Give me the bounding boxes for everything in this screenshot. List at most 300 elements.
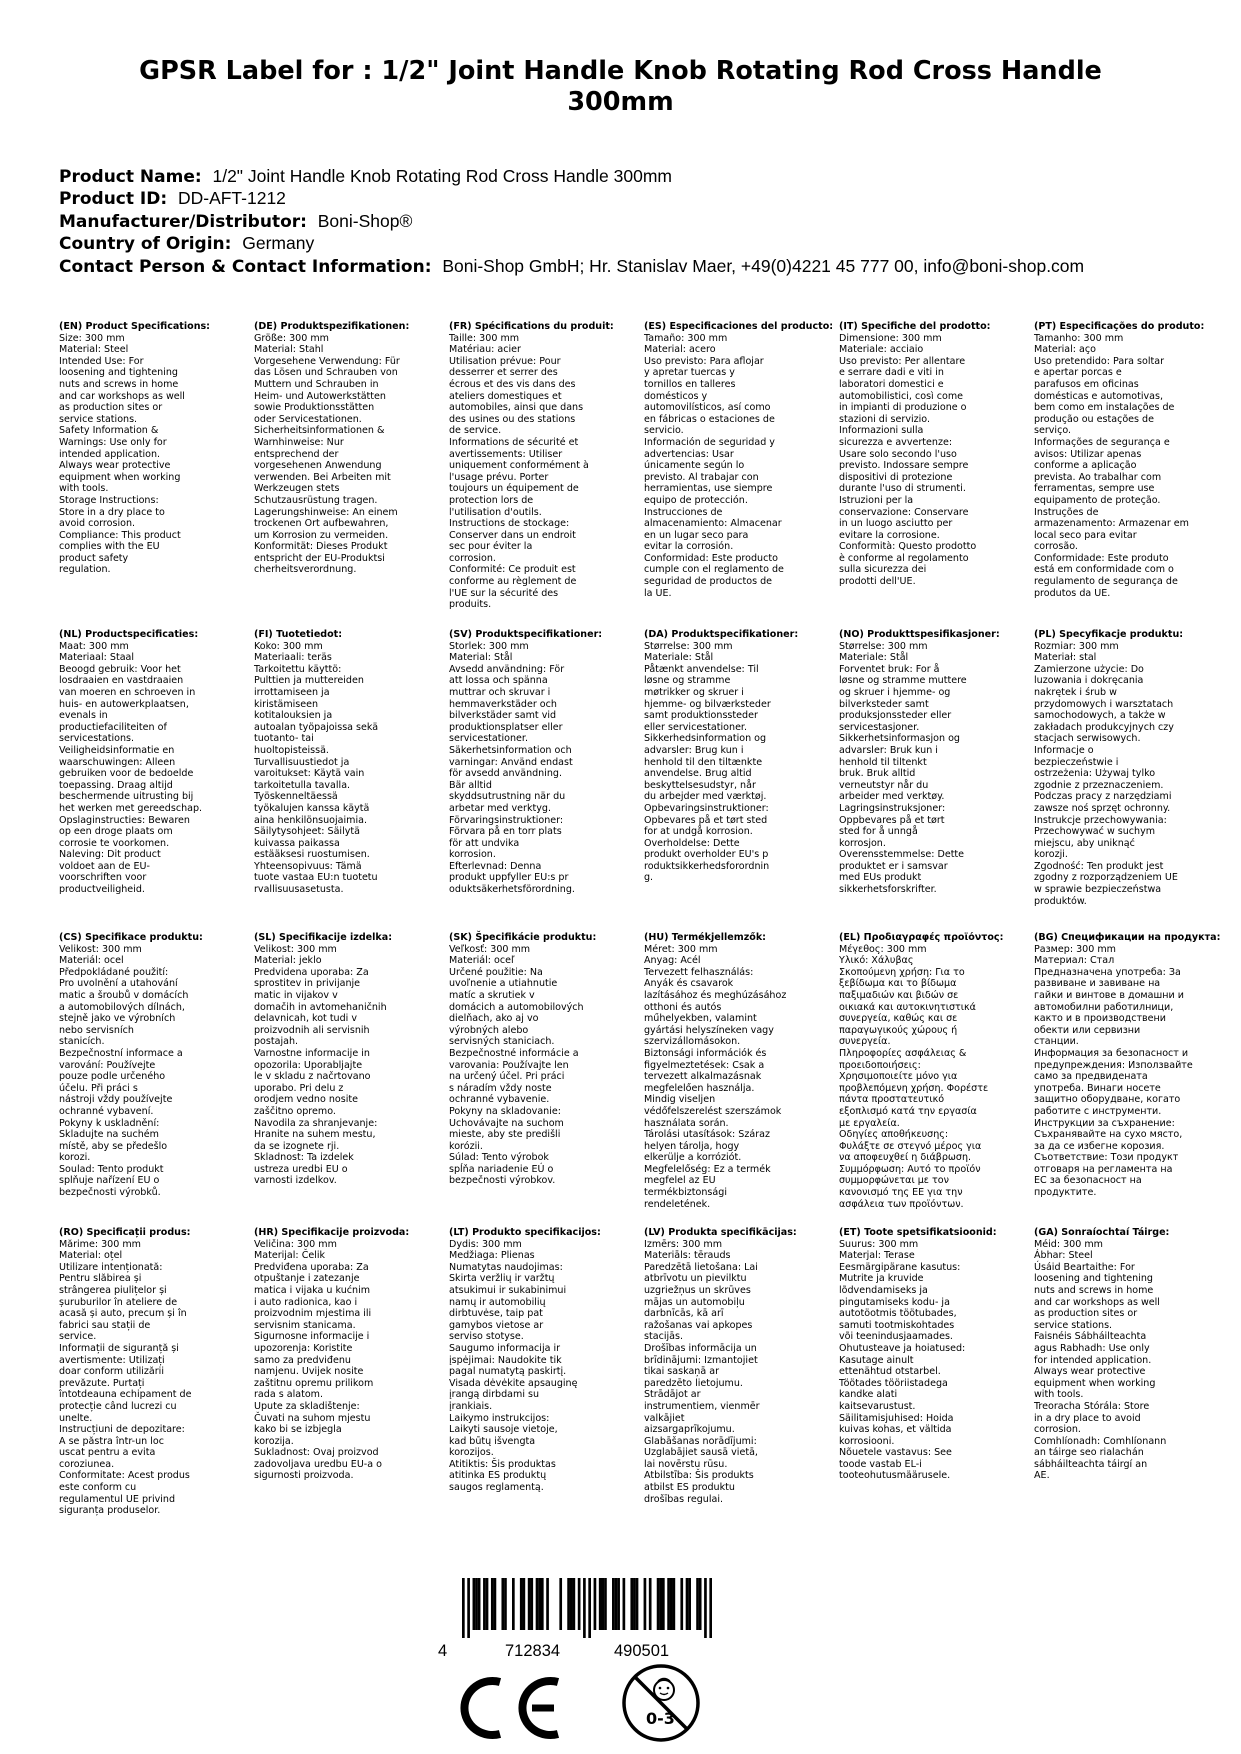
spec-line: spĺňa nariadenie EÚ o bbox=[449, 1163, 554, 1175]
spec-line: advarsler: Bruk kun i bbox=[839, 744, 938, 756]
barcode-bar bbox=[667, 1578, 670, 1630]
spec-line: Skladujte na suchém bbox=[59, 1129, 159, 1141]
spec-line: a automobilových dílnách, bbox=[59, 1001, 185, 1013]
spec-line: Heim- und Autowerkstätten bbox=[254, 390, 386, 402]
product-name-row bbox=[59, 166, 1209, 188]
spec-line: avertismente: Utilizați bbox=[59, 1354, 165, 1366]
spec-line: Bezpečnostní informace a bbox=[59, 1047, 183, 1059]
spec-line: συνεργεία. bbox=[839, 1036, 891, 1048]
spec-line: mieste, aby ste predišli bbox=[449, 1129, 561, 1141]
spec-line: Tervezett felhasználás: bbox=[644, 966, 754, 978]
spec-line: la UE. bbox=[644, 587, 672, 599]
spec-line: rada s alatom. bbox=[254, 1389, 324, 1401]
spec-heading: (IT) Specifiche del prodotto: bbox=[839, 321, 991, 332]
spec-line: Materiale: acciaio bbox=[839, 344, 924, 356]
spec-line: Sicherheitsinformationen & bbox=[254, 425, 385, 437]
spec-line: het werken met gereedschap. bbox=[59, 802, 203, 814]
spec-line: συνεργεία, καθώς και σε bbox=[839, 1013, 958, 1025]
age-warning-icon bbox=[620, 1662, 702, 1744]
spec-line: kad būtų išvengta bbox=[449, 1435, 536, 1447]
spec-line: οικιακά και αυτοκινητιστικά bbox=[839, 1001, 976, 1013]
spec-line: tarkoitetulla tavalla. bbox=[254, 779, 351, 791]
spec-line: Veiligheidsinformatie en bbox=[59, 744, 175, 756]
spec-line: corrosie te voorkomen. bbox=[59, 837, 170, 849]
spec-line: nuts and screws in home bbox=[59, 378, 179, 390]
spec-line: Matériau: acier bbox=[449, 344, 521, 356]
spec-line: megfelelően használja. bbox=[644, 1082, 755, 1094]
spec-line: Πληροφορίες ασφάλειας & bbox=[839, 1047, 967, 1059]
spec-block-lv bbox=[644, 1227, 826, 1505]
spec-line: εξοπλισμό κατά την εργασία bbox=[839, 1105, 977, 1117]
spec-line: развиване и завиване на bbox=[1034, 978, 1161, 990]
spec-line: употреба. Винаги носете bbox=[1034, 1082, 1161, 1094]
spec-line: avisos: Utilizar apenas bbox=[1034, 448, 1142, 460]
barcode-bar bbox=[559, 1578, 562, 1630]
spec-line: Materiál: ocel bbox=[59, 955, 124, 967]
spec-line: Material: aço bbox=[1034, 344, 1096, 356]
spec-line: Materiál: oceľ bbox=[449, 955, 515, 967]
spec-line: le v skladu z načrtovano bbox=[254, 1071, 371, 1083]
spec-line: Medžiaga: Plienas bbox=[449, 1250, 535, 1262]
spec-line: bezpečnosti výrobků. bbox=[59, 1187, 161, 1199]
spec-line: Conformité: Ce produit est bbox=[449, 564, 576, 576]
spec-heading: (SL) Specifikacije izdelka: bbox=[254, 932, 393, 943]
spec-line: lõdvendamiseks ja bbox=[839, 1284, 928, 1296]
spec-line: Utilisation prévue: Pour bbox=[449, 355, 561, 367]
spec-line: Mărime: 300 mm bbox=[59, 1238, 141, 1250]
spec-line: ražošanas vai apkopes bbox=[644, 1319, 753, 1331]
spec-line: kuivassa paikassa bbox=[254, 837, 340, 849]
spec-line: produtos da UE. bbox=[1034, 587, 1111, 599]
spec-line: prevăzute. Purtați bbox=[59, 1377, 145, 1389]
spec-line: entsprechend der bbox=[254, 448, 339, 460]
spec-line: g. bbox=[644, 872, 654, 884]
spec-line: loosening and tightening bbox=[59, 367, 178, 379]
barcode-bar bbox=[520, 1578, 523, 1630]
spec-line: sikkerhetsforskrifter. bbox=[839, 884, 937, 896]
spec-line: otpuštanje i zatezanje bbox=[254, 1273, 360, 1285]
spec-line: upozorenja: Koristite bbox=[254, 1342, 353, 1354]
spec-line: eller servicestationer. bbox=[644, 721, 748, 733]
barcode-bar bbox=[699, 1578, 702, 1630]
spec-line: valkājiet bbox=[644, 1412, 685, 1424]
spec-line: Χρησιμοποιείτε μόνο για bbox=[839, 1071, 958, 1083]
spec-line: está em conformidade com o bbox=[1034, 564, 1174, 576]
spec-block-sk bbox=[449, 932, 631, 1187]
spec-line: in impianti di produzione o bbox=[839, 402, 967, 414]
spec-line: losdraaien en vastdraaien bbox=[59, 675, 184, 687]
spec-line: s náradím vždy noste bbox=[449, 1082, 552, 1094]
spec-line: durante l'uso di strumenti. bbox=[839, 483, 966, 495]
spec-heading: (LT) Produkto specifikacijos: bbox=[449, 1227, 601, 1238]
spec-line: AE. bbox=[1034, 1470, 1050, 1482]
spec-line: de service. bbox=[449, 425, 502, 437]
spec-line: Informacje o bbox=[1034, 744, 1094, 756]
spec-line: lai novērstu rūsu. bbox=[644, 1458, 728, 1470]
spec-line: продуктите. bbox=[1034, 1187, 1097, 1199]
spec-line: Velikost: 300 mm bbox=[59, 943, 142, 955]
spec-line: produktów. bbox=[1034, 895, 1087, 907]
spec-line: Información de seguridad y bbox=[644, 436, 775, 448]
spec-line: coroziunea. bbox=[59, 1458, 115, 1470]
spec-line: huoltopisteissä. bbox=[254, 744, 329, 756]
spec-line: Tarkoitettu käyttö: bbox=[254, 663, 342, 675]
spec-line: Suurus: 300 mm bbox=[839, 1238, 919, 1250]
ce-mark-icon bbox=[448, 1674, 568, 1742]
spec-line: Veličina: 300 mm bbox=[254, 1238, 337, 1250]
spec-line: i auto radionica, kao i bbox=[254, 1296, 358, 1308]
spec-line: w sprawie bezpieczeństwa bbox=[1034, 884, 1162, 896]
spec-line: servisných staniciach. bbox=[449, 1036, 555, 1048]
barcode-bar bbox=[528, 1578, 531, 1630]
spec-line: Rozmiar: 300 mm bbox=[1034, 640, 1119, 652]
spec-line: Schutzausrüstung tragen. bbox=[254, 494, 378, 506]
spec-line: Overholdelse: Dette bbox=[644, 837, 740, 849]
spec-line: įrankiais. bbox=[449, 1400, 493, 1412]
spec-line: irrottamiseen ja bbox=[254, 686, 330, 698]
spec-line: equipamento de proteção. bbox=[1034, 494, 1161, 506]
spec-line: brīdinājumi: Izmantojiet bbox=[644, 1354, 758, 1366]
spec-line: Podczas pracy z narzędziami bbox=[1034, 791, 1172, 803]
spec-line: equipo de protección. bbox=[644, 494, 748, 506]
spec-line: само за предвидената bbox=[1034, 1071, 1148, 1083]
spec-line: paredzēto lietojumu. bbox=[644, 1377, 743, 1389]
spec-line: Pokyny k uskladnění: bbox=[59, 1117, 160, 1129]
spec-line: Méid: 300 mm bbox=[1034, 1238, 1103, 1250]
spec-line: miejscu, aby uniknąć bbox=[1034, 837, 1135, 849]
spec-line: Méret: 300 mm bbox=[644, 943, 718, 955]
spec-line: pingutamiseks kodu- ja bbox=[839, 1296, 950, 1308]
spec-line: Material: oțel bbox=[59, 1250, 123, 1262]
spec-line: Opslaginstructies: Bewaren bbox=[59, 814, 190, 826]
spec-line: autotöotmis töötubades, bbox=[839, 1308, 957, 1320]
spec-line: conforme a aplicação bbox=[1034, 460, 1137, 472]
spec-line: Material: Stål bbox=[449, 652, 513, 664]
spec-line: Predviđena uporaba: Za bbox=[254, 1261, 369, 1273]
spec-line: gamybos vietose ar bbox=[449, 1319, 544, 1331]
spec-line: Μέγεθος: 300 mm bbox=[839, 943, 927, 955]
spec-line: výrobných alebo bbox=[449, 1024, 529, 1036]
spec-heading: (NL) Productspecificaties: bbox=[59, 629, 199, 640]
barcode-bar bbox=[673, 1578, 676, 1630]
spec-line: Avsedd användning: För bbox=[449, 663, 565, 675]
spec-line: Förvaringsinstruktioner: bbox=[449, 814, 564, 826]
spec-line: Informazioni sulla bbox=[839, 425, 924, 437]
barcode-bar bbox=[704, 1578, 707, 1638]
spec-line: ЕС за безопасност на bbox=[1034, 1175, 1142, 1187]
spec-block-es bbox=[644, 321, 834, 599]
spec-line: Compliance: This product bbox=[59, 529, 181, 541]
spec-line: kuivas kohas, et vältida bbox=[839, 1424, 952, 1436]
spec-heading: (ES) Especificaciones del producto: bbox=[644, 321, 834, 332]
spec-line: en fábricas o estaciones de bbox=[644, 413, 775, 425]
spec-line: συμμορφώνεται με τον bbox=[839, 1175, 949, 1187]
spec-line: Treoracha Stórála: Store bbox=[1034, 1400, 1150, 1412]
spec-line: gebruiken voor de bedoelde bbox=[59, 768, 194, 780]
spec-line: Taille: 300 mm bbox=[449, 332, 520, 344]
spec-line: produktionsplatser eller bbox=[449, 721, 563, 733]
spec-line: työkalujen kanssa käytä bbox=[254, 802, 370, 814]
spec-line: Instrucțiuni de depozitare: bbox=[59, 1424, 185, 1436]
spec-line: stacijās. bbox=[644, 1331, 683, 1343]
spec-line: Utilizare intenționată: bbox=[59, 1261, 163, 1273]
spec-line: automobiles, ainsi que dans bbox=[449, 402, 584, 414]
spec-line: laboratori domestici e bbox=[839, 378, 944, 390]
spec-line: korozi. bbox=[59, 1152, 91, 1164]
spec-line: sted for å unngå bbox=[839, 826, 918, 838]
spec-line: atbrīvotu un pievilktu bbox=[644, 1273, 747, 1285]
spec-line: das Lösen und Schrauben von bbox=[254, 367, 398, 379]
barcode-bar bbox=[483, 1578, 486, 1630]
spec-line: lazításához és meghúzásához bbox=[644, 989, 787, 1001]
spec-line: serviso stotyse. bbox=[449, 1331, 524, 1343]
barcode-bar bbox=[473, 1578, 476, 1630]
spec-line: Faisnéis Sábháilteachta bbox=[1034, 1331, 1147, 1343]
spec-line: Intended Use: For bbox=[59, 355, 144, 367]
spec-line: løsne og stramme bbox=[644, 675, 731, 687]
spec-line: Lagringsinstruksjoner: bbox=[839, 802, 946, 814]
spec-line: automobilistici, così come bbox=[839, 390, 963, 402]
spec-line: προειδοποιήσεις: bbox=[839, 1059, 921, 1071]
spec-line: med EUs produkt bbox=[839, 872, 922, 884]
spec-line: proizvodnih ali servisnih bbox=[254, 1024, 370, 1036]
barcode-bar bbox=[644, 1578, 647, 1630]
spec-line: Materiał: stal bbox=[1034, 652, 1097, 664]
spec-line: sprostitev in privijanje bbox=[254, 978, 361, 990]
spec-line: Materiāls: tērauds bbox=[644, 1250, 731, 1262]
spec-line: Warnhinweise: Nur bbox=[254, 436, 344, 448]
barcode-bar bbox=[491, 1578, 494, 1630]
spec-line: avoid corrosion. bbox=[59, 518, 136, 530]
barcode-bar bbox=[504, 1578, 507, 1630]
spec-line: korozija. bbox=[254, 1435, 294, 1447]
spec-line: Visada dėvėkite apsauginę bbox=[449, 1377, 578, 1389]
spec-line: Overensstemmelse: Dette bbox=[839, 849, 965, 861]
spec-line: Efterlevnad: Denna bbox=[449, 860, 542, 872]
spec-line: Varnostne informacije in bbox=[254, 1047, 370, 1059]
spec-block-no bbox=[839, 629, 1021, 896]
spec-line: as production sites or bbox=[59, 402, 163, 414]
barcode-digits-right: 490501 bbox=[614, 1642, 670, 1660]
spec-line: nuts and screws in home bbox=[1034, 1284, 1154, 1296]
spec-heading: (BG) Спецификации на продукта: bbox=[1034, 932, 1221, 943]
spec-line: Conformidad: Este producto bbox=[644, 552, 778, 564]
spec-line: produksjonssteder eller bbox=[839, 710, 952, 722]
spec-line: muttrar och skruvar i bbox=[449, 686, 551, 698]
spec-block-el bbox=[839, 932, 1021, 1210]
spec-line: with tools. bbox=[59, 483, 109, 495]
spec-line: να αποφευχθεί η διάβρωση. bbox=[839, 1152, 972, 1164]
barcode-bar bbox=[578, 1578, 581, 1630]
spec-line: Tamaño: 300 mm bbox=[644, 332, 728, 344]
spec-line: kandke alati bbox=[839, 1389, 898, 1401]
spec-line: Anyag: Acél bbox=[644, 955, 701, 967]
spec-line: desserrer et serrer des bbox=[449, 367, 558, 379]
spec-line: Uso previsto: Para aflojar bbox=[644, 355, 764, 367]
spec-line: henhold til tiltenkt bbox=[839, 756, 927, 768]
spec-line: tikai saskaņā ar bbox=[644, 1366, 720, 1378]
barcode-bar bbox=[670, 1578, 673, 1630]
spec-line: παραγωγικούς χώρους ή bbox=[839, 1024, 958, 1036]
spec-heading: (SK) Špecifikácie produktu: bbox=[449, 932, 597, 943]
spec-line: doar conform utilizării bbox=[59, 1366, 164, 1378]
spec-line: in a dry place to avoid bbox=[1034, 1412, 1141, 1424]
spec-line: varovania: Používajte len bbox=[449, 1059, 569, 1071]
spec-block-lt bbox=[449, 1227, 631, 1494]
spec-line: както и в производствени bbox=[1034, 1013, 1166, 1025]
spec-line: místě, aby se předešlo bbox=[59, 1140, 168, 1152]
info-value: Boni-Shop® bbox=[317, 210, 413, 231]
barcode-bar bbox=[478, 1578, 481, 1630]
spec-line: παξιμαδιών και βιδών σε bbox=[839, 989, 959, 1001]
barcode-bar bbox=[604, 1578, 607, 1630]
spec-block-da bbox=[644, 629, 826, 884]
spec-line: Съответствие: Този продукт bbox=[1034, 1152, 1179, 1164]
spec-line: unelte. bbox=[59, 1412, 93, 1424]
spec-line: servicestasjoner. bbox=[839, 721, 920, 733]
spec-line: korozijos. bbox=[449, 1447, 494, 1459]
spec-line: Σκοπούμενη χρήση: Για το bbox=[839, 966, 965, 978]
spec-line: ochranné vybavení. bbox=[59, 1105, 154, 1117]
spec-line: Υλικό: Χάλυβας bbox=[839, 955, 914, 967]
spec-heading: (GA) Sonraíochtaí Táirge: bbox=[1034, 1227, 1170, 1238]
spec-line: Uso previsto: Per allentare bbox=[839, 355, 966, 367]
spec-heading: (DE) Produktspezifikationen: bbox=[254, 321, 410, 332]
spec-line: Tamanho: 300 mm bbox=[1034, 332, 1124, 344]
spec-line: este conform cu bbox=[59, 1482, 137, 1494]
spec-line: elkerülje a korróziót. bbox=[644, 1152, 742, 1164]
spec-line: arbetar med verktyg. bbox=[449, 802, 551, 814]
spec-line: produção ou estações de bbox=[1034, 413, 1154, 425]
spec-line: účelu. Při práci s bbox=[59, 1082, 138, 1094]
spec-line: in un luogo asciutto per bbox=[839, 518, 953, 530]
spec-line: zgodnie z przeznaczeniem. bbox=[1034, 779, 1164, 791]
spec-line: ettenähtud otstarbel. bbox=[839, 1366, 941, 1378]
spec-line: tooteohutusmäärusele. bbox=[839, 1470, 951, 1482]
spec-line: samo za predviđenu bbox=[254, 1354, 351, 1366]
spec-line: szervizállomásokon. bbox=[644, 1036, 741, 1048]
spec-line: műhelyekben, valamint bbox=[644, 1013, 757, 1025]
barcode-bar bbox=[467, 1578, 470, 1638]
spec-line: Always wear protective bbox=[59, 460, 171, 472]
spec-line: skyddsutrustning när du bbox=[449, 791, 566, 803]
barcode-digit-first: 4 bbox=[438, 1642, 448, 1660]
spec-line: splňuje nařízení EU o bbox=[59, 1175, 160, 1187]
spec-line: toujours un équipement de bbox=[449, 483, 579, 495]
spec-line: des usines ou des stations bbox=[449, 413, 576, 425]
spec-line: Safety Information & bbox=[59, 425, 159, 437]
spec-line: aina henkilönsuojaimia. bbox=[254, 814, 367, 826]
spec-line: matic in vijakov v bbox=[254, 989, 338, 1001]
spec-line: Påtænkt anvendelse: Til bbox=[644, 663, 759, 675]
spec-heading: (PL) Specyfikacje produktu: bbox=[1034, 629, 1184, 640]
barcode-bar bbox=[662, 1578, 665, 1630]
spec-line: rvallisuusasetusta. bbox=[254, 884, 344, 896]
spec-line: Izmērs: 300 mm bbox=[644, 1238, 723, 1250]
spec-heading: (RO) Specificații produs: bbox=[59, 1227, 191, 1238]
spec-line: opozorila: Uporabljajte bbox=[254, 1059, 363, 1071]
spec-line: Pro uvolnění a utahování bbox=[59, 978, 178, 990]
spec-line: Materijal: Čelik bbox=[254, 1250, 326, 1262]
spec-line: Předpokládané použití: bbox=[59, 966, 169, 978]
spec-line: local seco para evitar bbox=[1034, 529, 1137, 541]
spec-line: работите с инструменти. bbox=[1034, 1105, 1162, 1117]
spec-block-ga bbox=[1034, 1227, 1216, 1482]
spec-line: Informations de sécurité et bbox=[449, 436, 579, 448]
spec-line: uvoľnenie a utiahnutie bbox=[449, 978, 558, 990]
spec-line: Čuvati na suhom mjestu bbox=[254, 1412, 371, 1424]
info-value: DD-AFT-1212 bbox=[177, 188, 286, 209]
barcode-bar bbox=[636, 1578, 639, 1630]
spec-line: Always wear protective bbox=[1034, 1366, 1146, 1378]
spec-line: tornillos en talleres bbox=[644, 378, 736, 390]
spec-line: uzgriežņus un skrūves bbox=[644, 1284, 751, 1296]
spec-line: corrosão. bbox=[1034, 541, 1078, 553]
spec-line: Przechowywać w suchym bbox=[1034, 826, 1156, 838]
spec-line: предупреждения: Използвайте bbox=[1034, 1059, 1193, 1071]
spec-line: uscat pentru a evita bbox=[59, 1447, 156, 1459]
spec-line: Yhteensopivuus: Tämä bbox=[254, 860, 362, 872]
product-id-row bbox=[59, 188, 1209, 210]
spec-line: avertissements: Utiliser bbox=[449, 448, 563, 460]
spec-line: Materjal: Terase bbox=[839, 1250, 915, 1262]
spec-line: toepassing. Draag altijd bbox=[59, 779, 173, 791]
barcode-bar bbox=[659, 1578, 662, 1630]
spec-line: trockenen Ort aufbewahren, bbox=[254, 518, 389, 530]
spec-line: toode vastab EL-i bbox=[839, 1458, 922, 1470]
spec-line: dirbtuvėse, taip pat bbox=[449, 1308, 543, 1320]
spec-line: Opbevares på et tørt sted bbox=[644, 814, 768, 826]
spec-line: Materiaal: Staal bbox=[59, 652, 135, 664]
spec-line: produkt uppfyller EU:s pr bbox=[449, 872, 569, 884]
spec-line: evenals in bbox=[59, 710, 108, 722]
spec-line: ochranné vybavenie. bbox=[449, 1094, 550, 1106]
spec-line: kiristämiseen bbox=[254, 698, 319, 710]
spec-line: Navodila za shranjevanje: bbox=[254, 1117, 378, 1129]
barcode-bar bbox=[530, 1578, 533, 1630]
spec-line: equipment when working bbox=[59, 471, 181, 483]
spec-line: Dimensione: 300 mm bbox=[839, 332, 942, 344]
spec-line: stejně jako ve výrobních bbox=[59, 1013, 176, 1025]
spec-line: Материал: Стал bbox=[1034, 955, 1115, 967]
spec-line: Säilytysohjeet: Säilytä bbox=[254, 826, 360, 838]
spec-line: Uso pretendido: Para soltar bbox=[1034, 355, 1164, 367]
spec-line: service stations. bbox=[59, 413, 138, 425]
spec-line: samuti tootmiskohtades bbox=[839, 1319, 955, 1331]
spec-line: πάντα προστατευτικό bbox=[839, 1094, 945, 1106]
ean-barcode bbox=[462, 1578, 712, 1638]
spec-line: equipment when working bbox=[1034, 1377, 1156, 1389]
spec-line: Pulttien ja muttereiden bbox=[254, 675, 364, 687]
spec-line: sábháilteachta táirgí an bbox=[1034, 1458, 1148, 1470]
barcode-bar bbox=[538, 1578, 541, 1630]
spec-line: Opbevaringsinstruktioner: bbox=[644, 802, 769, 814]
spec-line: intended application. bbox=[59, 448, 161, 460]
spec-line: Laikyti sausoje vietoje, bbox=[449, 1424, 558, 1436]
spec-line: domésticos y bbox=[644, 390, 708, 402]
spec-line: samt produktionssteder bbox=[644, 710, 758, 722]
spec-line: varnosti izdelkov. bbox=[254, 1175, 337, 1187]
spec-line: l'usage prévu. Porter bbox=[449, 471, 549, 483]
spec-line: op een droge plaats om bbox=[59, 826, 173, 838]
barcode-bar bbox=[573, 1578, 576, 1630]
spec-line: ξεβίδωμα και το βίδωμα bbox=[839, 978, 957, 990]
spec-line: samochodowych, a także w bbox=[1034, 710, 1166, 722]
spec-line: service. bbox=[59, 1331, 97, 1343]
spec-line: advarsler: Brug kun i bbox=[644, 744, 744, 756]
spec-line: Nõuetele vastavus: See bbox=[839, 1447, 952, 1459]
spec-line: гайки и винтове в домашни и bbox=[1034, 989, 1184, 1001]
